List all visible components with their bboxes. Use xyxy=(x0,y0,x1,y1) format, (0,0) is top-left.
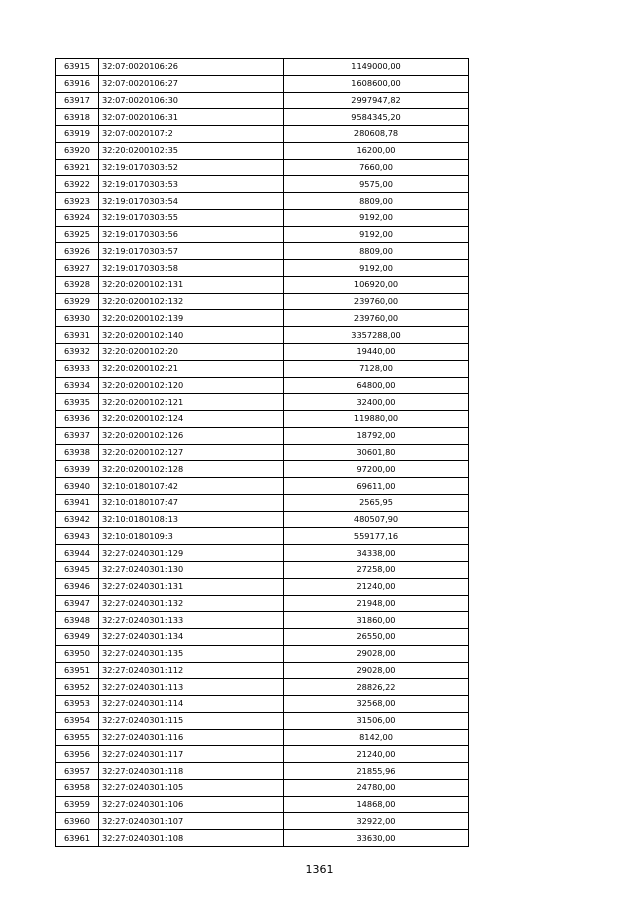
cadastral-number-cell: 32:27:0240301:116 xyxy=(99,729,284,746)
cadastral-value-cell: 29028,00 xyxy=(284,662,469,679)
row-number-cell: 63947 xyxy=(56,595,99,612)
table-row xyxy=(56,327,469,344)
table-row xyxy=(56,126,469,143)
row-number-cell: 63918 xyxy=(56,109,99,126)
cadastral-value-cell: 69611,00 xyxy=(284,478,469,495)
cadastral-value-cell: 559177,16 xyxy=(284,528,469,545)
table-row xyxy=(56,209,469,226)
table-row xyxy=(56,109,469,126)
table-row xyxy=(56,444,469,461)
table-row xyxy=(56,595,469,612)
row-number-cell: 63949 xyxy=(56,629,99,646)
table-row xyxy=(56,662,469,679)
table-row xyxy=(56,193,469,210)
cadastral-number-cell: 32:27:0240301:117 xyxy=(99,746,284,763)
cadastral-value-cell: 7128,00 xyxy=(284,360,469,377)
cadastral-number-cell: 32:07:0020106:27 xyxy=(99,75,284,92)
cadastral-number-cell: 32:20:0200102:126 xyxy=(99,427,284,444)
cadastral-value-cell: 21240,00 xyxy=(284,746,469,763)
cadastral-value-cell: 9575,00 xyxy=(284,176,469,193)
row-number-cell: 63916 xyxy=(56,75,99,92)
row-number-cell: 63961 xyxy=(56,830,99,847)
row-number-cell: 63954 xyxy=(56,712,99,729)
row-number-cell: 63944 xyxy=(56,545,99,562)
cadastral-number-cell: 32:27:0240301:106 xyxy=(99,796,284,813)
row-number-cell: 63951 xyxy=(56,662,99,679)
table-row xyxy=(56,176,469,193)
cadastral-value-cell: 97200,00 xyxy=(284,461,469,478)
table-row xyxy=(56,545,469,562)
cadastral-number-cell: 32:20:0200102:21 xyxy=(99,360,284,377)
table-row xyxy=(56,427,469,444)
cadastral-number-cell: 32:10:0180109:3 xyxy=(99,528,284,545)
cadastral-number-cell: 32:20:0200102:120 xyxy=(99,377,284,394)
cadastral-value-cell: 3357288,00 xyxy=(284,327,469,344)
cadastral-value-cell: 1149000,00 xyxy=(284,59,469,76)
cadastral-value-cell: 24780,00 xyxy=(284,779,469,796)
table-row xyxy=(56,528,469,545)
row-number-cell: 63925 xyxy=(56,226,99,243)
row-number-cell: 63941 xyxy=(56,494,99,511)
cadastral-value-cell: 32922,00 xyxy=(284,813,469,830)
cadastral-number-cell: 32:27:0240301:107 xyxy=(99,813,284,830)
cadastral-value-cell: 1608600,00 xyxy=(284,75,469,92)
cadastral-number-cell: 32:20:0200102:127 xyxy=(99,444,284,461)
cadastral-value-cell: 29028,00 xyxy=(284,645,469,662)
row-number-cell: 63927 xyxy=(56,260,99,277)
cadastral-value-cell: 33630,00 xyxy=(284,830,469,847)
cadastral-value-table xyxy=(55,58,469,847)
table-row xyxy=(56,830,469,847)
cadastral-number-cell: 32:07:0020106:31 xyxy=(99,109,284,126)
row-number-cell: 63937 xyxy=(56,427,99,444)
row-number-cell: 63943 xyxy=(56,528,99,545)
cadastral-number-cell: 32:20:0200102:124 xyxy=(99,411,284,428)
cadastral-number-cell: 32:27:0240301:113 xyxy=(99,679,284,696)
cadastral-number-cell: 32:27:0240301:108 xyxy=(99,830,284,847)
table-row xyxy=(56,779,469,796)
cadastral-value-cell: 21855,96 xyxy=(284,763,469,780)
table-row xyxy=(56,59,469,76)
cadastral-value-cell: 9192,00 xyxy=(284,226,469,243)
row-number-cell: 63946 xyxy=(56,578,99,595)
table-row xyxy=(56,260,469,277)
table-body xyxy=(56,59,469,847)
cadastral-value-cell: 239760,00 xyxy=(284,293,469,310)
table-row xyxy=(56,461,469,478)
cadastral-number-cell: 32:27:0240301:115 xyxy=(99,712,284,729)
row-number-cell: 63932 xyxy=(56,344,99,361)
table-row xyxy=(56,494,469,511)
cadastral-value-cell: 19440,00 xyxy=(284,344,469,361)
row-number-cell: 63923 xyxy=(56,193,99,210)
cadastral-number-cell: 32:20:0200102:20 xyxy=(99,344,284,361)
cadastral-value-cell: 16200,00 xyxy=(284,142,469,159)
row-number-cell: 63928 xyxy=(56,276,99,293)
cadastral-number-cell: 32:19:0170303:54 xyxy=(99,193,284,210)
cadastral-number-cell: 32:27:0240301:112 xyxy=(99,662,284,679)
cadastral-number-cell: 32:27:0240301:105 xyxy=(99,779,284,796)
cadastral-number-cell: 32:27:0240301:130 xyxy=(99,561,284,578)
row-number-cell: 63952 xyxy=(56,679,99,696)
table-row xyxy=(56,696,469,713)
table-row xyxy=(56,746,469,763)
cadastral-value-cell: 30601,80 xyxy=(284,444,469,461)
cadastral-value-cell: 21240,00 xyxy=(284,578,469,595)
cadastral-number-cell: 32:07:0020107:2 xyxy=(99,126,284,143)
row-number-cell: 63945 xyxy=(56,561,99,578)
cadastral-value-cell: 32400,00 xyxy=(284,394,469,411)
cadastral-number-cell: 32:10:0180107:47 xyxy=(99,494,284,511)
row-number-cell: 63926 xyxy=(56,243,99,260)
row-number-cell: 63936 xyxy=(56,411,99,428)
cadastral-value-cell: 18792,00 xyxy=(284,427,469,444)
cadastral-value-cell: 8809,00 xyxy=(284,193,469,210)
cadastral-value-cell: 14868,00 xyxy=(284,796,469,813)
cadastral-number-cell: 32:27:0240301:134 xyxy=(99,629,284,646)
row-number-cell: 63953 xyxy=(56,696,99,713)
cadastral-number-cell: 32:27:0240301:114 xyxy=(99,696,284,713)
cadastral-value-cell: 34338,00 xyxy=(284,545,469,562)
row-number-cell: 63942 xyxy=(56,511,99,528)
cadastral-number-cell: 32:19:0170303:58 xyxy=(99,260,284,277)
table-row xyxy=(56,159,469,176)
row-number-cell: 63935 xyxy=(56,394,99,411)
cadastral-number-cell: 32:27:0240301:118 xyxy=(99,763,284,780)
cadastral-value-cell: 480507,90 xyxy=(284,511,469,528)
table-row xyxy=(56,360,469,377)
row-number-cell: 63950 xyxy=(56,645,99,662)
cadastral-number-cell: 32:07:0020106:30 xyxy=(99,92,284,109)
table-row xyxy=(56,511,469,528)
cadastral-number-cell: 32:20:0200102:121 xyxy=(99,394,284,411)
cadastral-value-cell: 28826,22 xyxy=(284,679,469,696)
table-row xyxy=(56,310,469,327)
cadastral-number-cell: 32:20:0200102:128 xyxy=(99,461,284,478)
table-row xyxy=(56,763,469,780)
table-row xyxy=(56,645,469,662)
table-row xyxy=(56,142,469,159)
table-row xyxy=(56,377,469,394)
table-row xyxy=(56,92,469,109)
cadastral-value-cell: 26550,00 xyxy=(284,629,469,646)
cadastral-value-cell: 27258,00 xyxy=(284,561,469,578)
row-number-cell: 63931 xyxy=(56,327,99,344)
cadastral-value-cell: 280608,78 xyxy=(284,126,469,143)
row-number-cell: 63929 xyxy=(56,293,99,310)
cadastral-number-cell: 32:10:0180108:13 xyxy=(99,511,284,528)
table-row xyxy=(56,226,469,243)
row-number-cell: 63924 xyxy=(56,209,99,226)
cadastral-value-cell: 32568,00 xyxy=(284,696,469,713)
cadastral-number-cell: 32:20:0200102:132 xyxy=(99,293,284,310)
row-number-cell: 63940 xyxy=(56,478,99,495)
cadastral-value-cell: 31860,00 xyxy=(284,612,469,629)
table-row xyxy=(56,578,469,595)
cadastral-number-cell: 32:20:0200102:140 xyxy=(99,327,284,344)
cadastral-value-cell: 239760,00 xyxy=(284,310,469,327)
table-row xyxy=(56,75,469,92)
cadastral-value-cell: 2997947,82 xyxy=(284,92,469,109)
cadastral-number-cell: 32:27:0240301:132 xyxy=(99,595,284,612)
cadastral-value-cell: 64800,00 xyxy=(284,377,469,394)
row-number-cell: 63959 xyxy=(56,796,99,813)
row-number-cell: 63948 xyxy=(56,612,99,629)
row-number-cell: 63957 xyxy=(56,763,99,780)
table-row xyxy=(56,679,469,696)
cadastral-value-cell: 2565,95 xyxy=(284,494,469,511)
cadastral-value-cell: 106920,00 xyxy=(284,276,469,293)
cadastral-number-cell: 32:27:0240301:129 xyxy=(99,545,284,562)
cadastral-number-cell: 32:20:0200102:131 xyxy=(99,276,284,293)
table-row xyxy=(56,729,469,746)
row-number-cell: 63919 xyxy=(56,126,99,143)
row-number-cell: 63920 xyxy=(56,142,99,159)
row-number-cell: 63934 xyxy=(56,377,99,394)
table-row xyxy=(56,796,469,813)
cadastral-value-cell: 119880,00 xyxy=(284,411,469,428)
table-row xyxy=(56,561,469,578)
row-number-cell: 63938 xyxy=(56,444,99,461)
table-row xyxy=(56,276,469,293)
row-number-cell: 63933 xyxy=(56,360,99,377)
cadastral-value-cell: 8809,00 xyxy=(284,243,469,260)
page-number: 1361 xyxy=(305,863,334,876)
cadastral-number-cell: 32:19:0170303:53 xyxy=(99,176,284,193)
cadastral-number-cell: 32:19:0170303:55 xyxy=(99,209,284,226)
table-row xyxy=(56,243,469,260)
row-number-cell: 63922 xyxy=(56,176,99,193)
cadastral-number-cell: 32:19:0170303:57 xyxy=(99,243,284,260)
cadastral-number-cell: 32:10:0180107:42 xyxy=(99,478,284,495)
cadastral-value-cell: 7660,00 xyxy=(284,159,469,176)
cadastral-value-cell: 9192,00 xyxy=(284,209,469,226)
table-row xyxy=(56,478,469,495)
table-row xyxy=(56,813,469,830)
cadastral-value-cell: 9192,00 xyxy=(284,260,469,277)
cadastral-number-cell: 32:27:0240301:131 xyxy=(99,578,284,595)
table-row xyxy=(56,712,469,729)
row-number-cell: 63921 xyxy=(56,159,99,176)
table-row xyxy=(56,629,469,646)
row-number-cell: 63958 xyxy=(56,779,99,796)
table-row xyxy=(56,612,469,629)
cadastral-number-cell: 32:19:0170303:56 xyxy=(99,226,284,243)
cadastral-number-cell: 32:20:0200102:139 xyxy=(99,310,284,327)
row-number-cell: 63915 xyxy=(56,59,99,76)
cadastral-value-cell: 8142,00 xyxy=(284,729,469,746)
table-row xyxy=(56,394,469,411)
table-row xyxy=(56,293,469,310)
cadastral-number-cell: 32:27:0240301:133 xyxy=(99,612,284,629)
row-number-cell: 63955 xyxy=(56,729,99,746)
row-number-cell: 63960 xyxy=(56,813,99,830)
cadastral-number-cell: 32:27:0240301:135 xyxy=(99,645,284,662)
row-number-cell: 63939 xyxy=(56,461,99,478)
row-number-cell: 63930 xyxy=(56,310,99,327)
cadastral-number-cell: 32:19:0170303:52 xyxy=(99,159,284,176)
cadastral-number-cell: 32:20:0200102:35 xyxy=(99,142,284,159)
cadastral-value-cell: 9584345,20 xyxy=(284,109,469,126)
cadastral-value-cell: 31506,00 xyxy=(284,712,469,729)
row-number-cell: 63956 xyxy=(56,746,99,763)
table-row xyxy=(56,411,469,428)
row-number-cell: 63917 xyxy=(56,92,99,109)
cadastral-value-cell: 21948,00 xyxy=(284,595,469,612)
table-row xyxy=(56,344,469,361)
cadastral-number-cell: 32:07:0020106:26 xyxy=(99,59,284,76)
